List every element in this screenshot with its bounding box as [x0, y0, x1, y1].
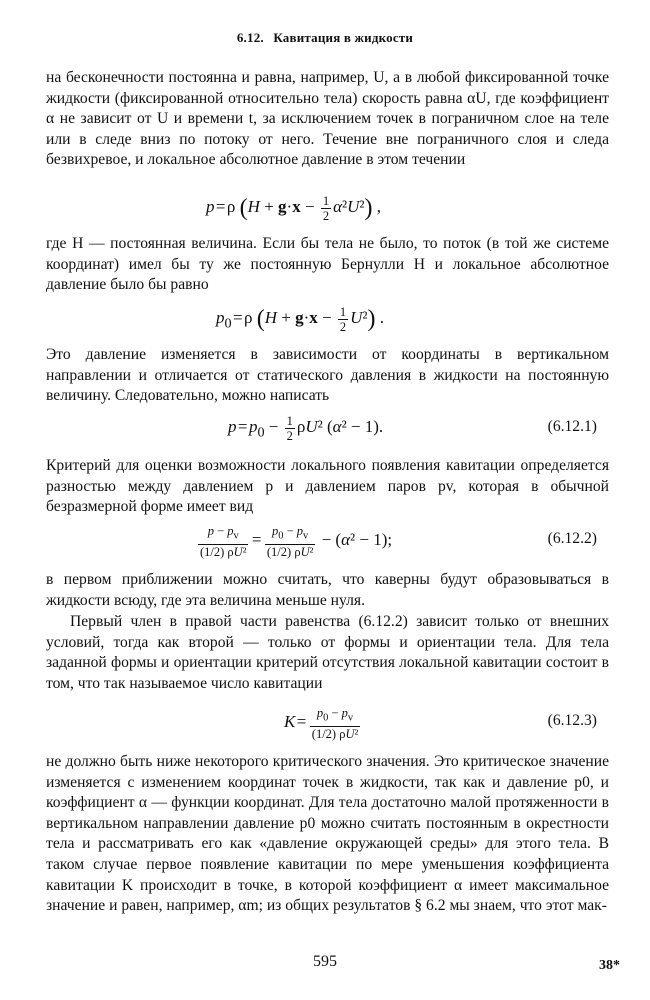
equation-1: p = ρ (H + g·x − $\frac{1}{2}$ α²U²) , — [206, 193, 381, 223]
equation-2: $p_0$ = ρ (H + g·x − $\frac{1}{2}$ U²) . — [216, 304, 385, 334]
paragraph-6: Первый член в правой части равенства (6.12.2) зависит только от внешних условий, тогда как второй — только от формы и ориентации тела. Для тела заданной формы и ориентации критерий отсутствия локальной кавитации состоит в том, что так называемое число кавитации — [46, 613, 609, 692]
paragraph-2: где H — постоянная величина. Если бы тела не было, то поток (в той же системе координат) имел бы ту же постоянную Бернулли H и локальное абсолютное давление было бы равно — [46, 235, 609, 294]
equation-3: p = $p_0$ − $\frac{1}{2}$ ρU² (α² − 1). (6.12.1) — [228, 413, 597, 443]
section-number: 6.12. — [236, 30, 264, 45]
paragraph-7: не должно быть ниже некоторого критического значения. Это критическое значение изменяется с изменением координат точек в жидкости, так как и давление p0, и коэффициент α — функции координат. Для тела достаточно малой протяженности в вертикальном направлении давление p0 можно считать постоянным в окрестности тела и рассматривать его как «давление окружающей среды» для этого тела. В таком случае первое появление кавитации по мере уменьшения коэффициента кавитации K происходит в точке, в которой коэффициент α имеет максимальное значение и равен, например, αm; из общих результатов § 6.2 мы знаем, что этот мак- — [46, 753, 609, 915]
paragraph-1: на бесконечности постоянна и равна, например, U, а в любой фиксированной точке жидкости (фиксированной относительно тела) скорость равна αU, где коэффициент α не зависит от U и времени t, за исключением точек в пограничном слое на теле или в следе вниз по потоку от него. Течение вне пограничного слоя и следа безвихревое, и локальное абсолютное давление в этом течении — [46, 69, 609, 169]
equation-5: K = $\frac{p_0 - p_v}{\text{(1/2) ρU²}}$ (6.12.3) — [284, 706, 597, 741]
paragraph-4: Критерий для оценки возможности локального появления кавитации определяется разностью между давлением p и давлением паров pv, которая в обычной безразмерной форме имеет вид — [46, 457, 609, 516]
equation-4: $\frac{p - p_v}{\text{(1/2) ρU²}}$ = $\frac{p_0 - p_v}{\text{(1/2) ρU²}}$ − (α² − 1); (6.12.2) — [200, 524, 597, 559]
signature-mark: 38* — [599, 958, 620, 973]
paragraph-3: Это давление изменяется в зависимости от координаты в вертикальном направлении и отличается от статического давления в жидкости на постоянную величину. Следовательно, можно написать — [46, 346, 609, 405]
equation-label: (6.12.3) — [547, 712, 597, 729]
paragraph-5: в первом приближении можно считать, что каверны будут образовываться в жидкости всюду, где эта величина меньше нуля. — [46, 571, 609, 609]
equation-label: (6.12.1) — [547, 418, 597, 435]
page-number: 595 — [313, 953, 337, 970]
equation-label: (6.12.2) — [547, 530, 597, 547]
running-header — [0, 30, 650, 46]
section-title: Кавитация в жидкости — [273, 30, 414, 45]
